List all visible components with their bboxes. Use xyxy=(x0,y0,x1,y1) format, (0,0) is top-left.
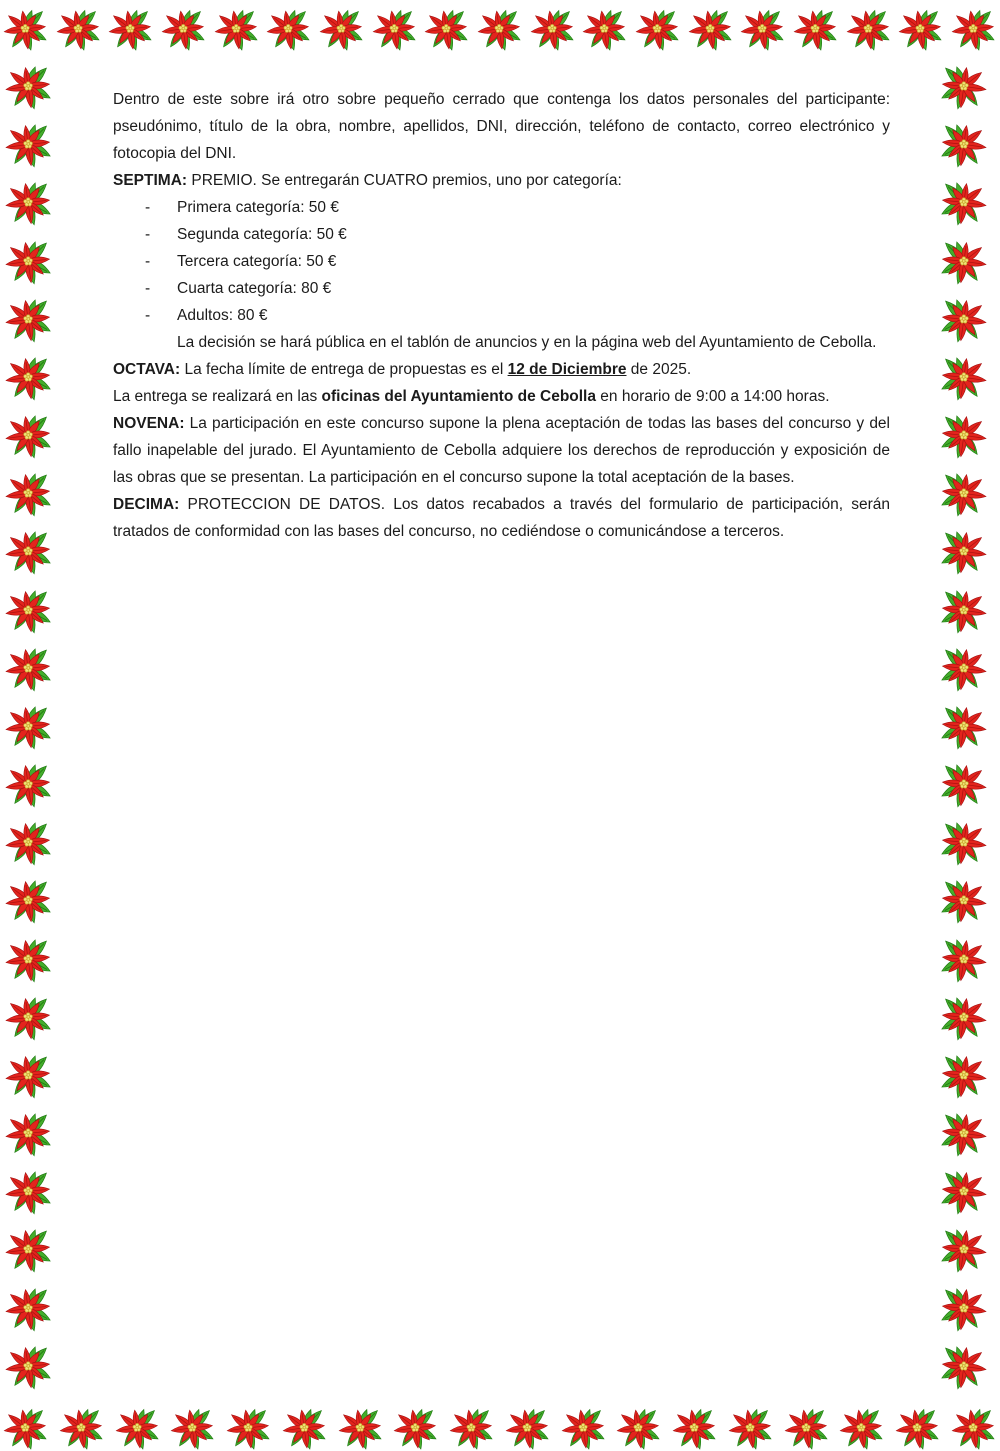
list-item xyxy=(113,194,890,221)
poinsettia-icon xyxy=(934,1280,992,1335)
poinsettia-icon xyxy=(223,1399,275,1451)
poinsettia-icon xyxy=(843,0,895,56)
poinsettia-icon xyxy=(0,174,58,229)
poinsettia-icon xyxy=(0,1399,52,1451)
document-content xyxy=(113,86,890,545)
poinsettia-icon xyxy=(56,1399,108,1451)
poinsettia-icon xyxy=(0,582,58,637)
poinsettia-icon xyxy=(316,0,368,56)
poinsettia-icon xyxy=(474,0,526,56)
poinsettia-icon xyxy=(105,0,157,56)
paragraph-intro: Dentro de este sobre irá otro sobre pequeño cerrado que contenga los datos personales del participante: pseudónimo, título de la obra, nombre, apellidos, DNI, dirección, teléfono de contacto, correo electrónico y fotocopia del DNI. xyxy=(113,91,890,162)
decima-label: DECIMA: xyxy=(113,496,180,513)
bullet-dash: - xyxy=(145,199,151,216)
poinsettia-icon xyxy=(0,814,58,869)
poinsettia-icon xyxy=(0,58,58,113)
poinsettia-icon xyxy=(934,116,992,171)
decima-text: PROTECCION DE DATOS. Los datos recabados a través del formulario de participación, serán tratados de conformidad con las bases del concurso, no cediéndose o comunicándose a terceros. xyxy=(113,496,890,540)
bullet-dash: - xyxy=(145,253,151,270)
poinsettia-icon xyxy=(836,1399,888,1451)
poinsettia-icon xyxy=(0,1047,58,1102)
poinsettia-icon xyxy=(934,814,992,869)
poinsettia-icon xyxy=(0,116,58,171)
poinsettia-icon xyxy=(263,0,315,56)
poinsettia-icon xyxy=(0,1163,58,1218)
poinsettia-icon xyxy=(0,640,58,695)
poinsettia-icon xyxy=(948,0,1000,56)
poinsettia-icon xyxy=(934,465,992,520)
poinsettia-icon xyxy=(0,756,58,811)
poinsettia-icon xyxy=(934,872,992,927)
paragraph-entrega xyxy=(113,383,890,410)
prize-list xyxy=(113,194,890,329)
septima-label: SEPTIMA: xyxy=(113,172,188,189)
poinsettia-icon xyxy=(0,233,58,288)
deadline-date: 12 de Diciembre xyxy=(507,361,627,378)
prize-text: Segunda categoría: 50 € xyxy=(177,226,347,243)
paragraph-decima xyxy=(113,491,890,545)
octava-post: de 2025. xyxy=(626,361,692,378)
poinsettia-icon xyxy=(737,0,789,56)
poinsettia-border-top xyxy=(0,0,1000,58)
prize-text: Tercera categoría: 50 € xyxy=(177,253,337,270)
entrega-post: en horario de 9:00 a 14:00 horas. xyxy=(595,388,830,405)
poinsettia-icon xyxy=(934,698,992,753)
poinsettia-icon xyxy=(0,523,58,578)
poinsettia-border-left xyxy=(0,58,66,1393)
poinsettia-icon xyxy=(579,0,631,56)
poinsettia-icon xyxy=(934,989,992,1044)
poinsettia-icon xyxy=(934,582,992,637)
poinsettia-icon xyxy=(0,1280,58,1335)
poinsettia-icon xyxy=(934,523,992,578)
poinsettia-icon xyxy=(279,1399,331,1451)
poinsettia-icon xyxy=(934,58,992,113)
poinsettia-icon xyxy=(934,291,992,346)
poinsettia-icon xyxy=(0,872,58,927)
poinsettia-icon xyxy=(934,1047,992,1102)
prize-text: Adultos: 80 € xyxy=(177,307,268,324)
poinsettia-icon xyxy=(390,1399,442,1451)
poinsettia-border-right xyxy=(934,58,1000,1393)
poinsettia-icon xyxy=(0,465,58,520)
novena-label: NOVENA: xyxy=(113,415,185,432)
poinsettia-icon xyxy=(934,1338,992,1393)
poinsettia-icon xyxy=(892,1399,944,1451)
poinsettia-icon xyxy=(53,0,105,56)
poinsettia-icon xyxy=(0,0,52,56)
poinsettia-icon xyxy=(934,407,992,462)
bullet-dash: - xyxy=(145,307,151,324)
poinsettia-icon xyxy=(211,0,263,56)
entrega-pre: La entrega se realizará en las xyxy=(113,388,322,405)
poinsettia-icon xyxy=(369,0,421,56)
poinsettia-icon xyxy=(934,174,992,229)
poinsettia-icon xyxy=(558,1399,610,1451)
poinsettia-icon xyxy=(934,640,992,695)
paragraph-septima xyxy=(113,167,890,194)
poinsettia-icon xyxy=(934,931,992,986)
list-item xyxy=(113,221,890,248)
bullet-dash: - xyxy=(145,280,151,297)
poinsettia-icon xyxy=(112,1399,164,1451)
poinsettia-icon xyxy=(502,1399,554,1451)
paragraph-novena xyxy=(113,410,890,491)
list-item xyxy=(113,248,890,275)
bullet-dash: - xyxy=(145,226,151,243)
paragraph-octava xyxy=(113,356,890,383)
novena-text: La participación en este concurso supone la plena aceptación de todas las bases del concurso y del fallo inapelable del jurado. El Ayuntamiento de Cebolla adquiere los derechos de reproducción y exposición de las obras que se presentan. La participación en el concurso supone la total aceptación de la bases. xyxy=(113,415,890,486)
poinsettia-icon xyxy=(421,0,473,56)
poinsettia-icon xyxy=(895,0,947,56)
poinsettia-icon xyxy=(0,989,58,1044)
septima-text: PREMIO. Se entregarán CUATRO premios, uno por categoría: xyxy=(187,172,622,189)
poinsettia-icon xyxy=(934,1163,992,1218)
poinsettia-icon xyxy=(0,1338,58,1393)
poinsettia-icon xyxy=(167,1399,219,1451)
list-item xyxy=(113,302,890,329)
poinsettia-icon xyxy=(790,0,842,56)
poinsettia-icon xyxy=(934,349,992,404)
poinsettia-icon xyxy=(0,698,58,753)
entrega-bold: oficinas del Ayuntamiento de Cebolla xyxy=(321,388,596,405)
octava-label: OCTAVA: xyxy=(113,361,181,378)
poinsettia-border-bottom xyxy=(0,1397,1000,1451)
poinsettia-icon xyxy=(527,0,579,56)
poinsettia-icon xyxy=(0,407,58,462)
poinsettia-icon xyxy=(613,1399,665,1451)
poinsettia-icon xyxy=(0,1105,58,1160)
poinsettia-icon xyxy=(335,1399,387,1451)
poinsettia-icon xyxy=(158,0,210,56)
prize-text: Cuarta categoría: 80 € xyxy=(177,280,332,297)
poinsettia-icon xyxy=(948,1399,1000,1451)
poinsettia-icon xyxy=(685,0,737,56)
poinsettia-icon xyxy=(446,1399,498,1451)
list-item xyxy=(113,275,890,302)
poinsettia-icon xyxy=(934,1221,992,1276)
poinsettia-icon xyxy=(669,1399,721,1451)
poinsettia-icon xyxy=(632,0,684,56)
poinsettia-icon xyxy=(934,1105,992,1160)
paragraph-decision: La decisión se hará pública en el tablón de anuncios y en la página web del Ayuntamiento de Cebolla. xyxy=(177,334,877,351)
poinsettia-icon xyxy=(725,1399,777,1451)
poinsettia-icon xyxy=(0,349,58,404)
poinsettia-icon xyxy=(934,233,992,288)
poinsettia-icon xyxy=(934,756,992,811)
poinsettia-icon xyxy=(0,1221,58,1276)
octava-pre: La fecha límite de entrega de propuestas es el xyxy=(180,361,508,378)
poinsettia-icon xyxy=(0,931,58,986)
poinsettia-icon xyxy=(0,291,58,346)
prize-text: Primera categoría: 50 € xyxy=(177,199,339,216)
poinsettia-icon xyxy=(781,1399,833,1451)
